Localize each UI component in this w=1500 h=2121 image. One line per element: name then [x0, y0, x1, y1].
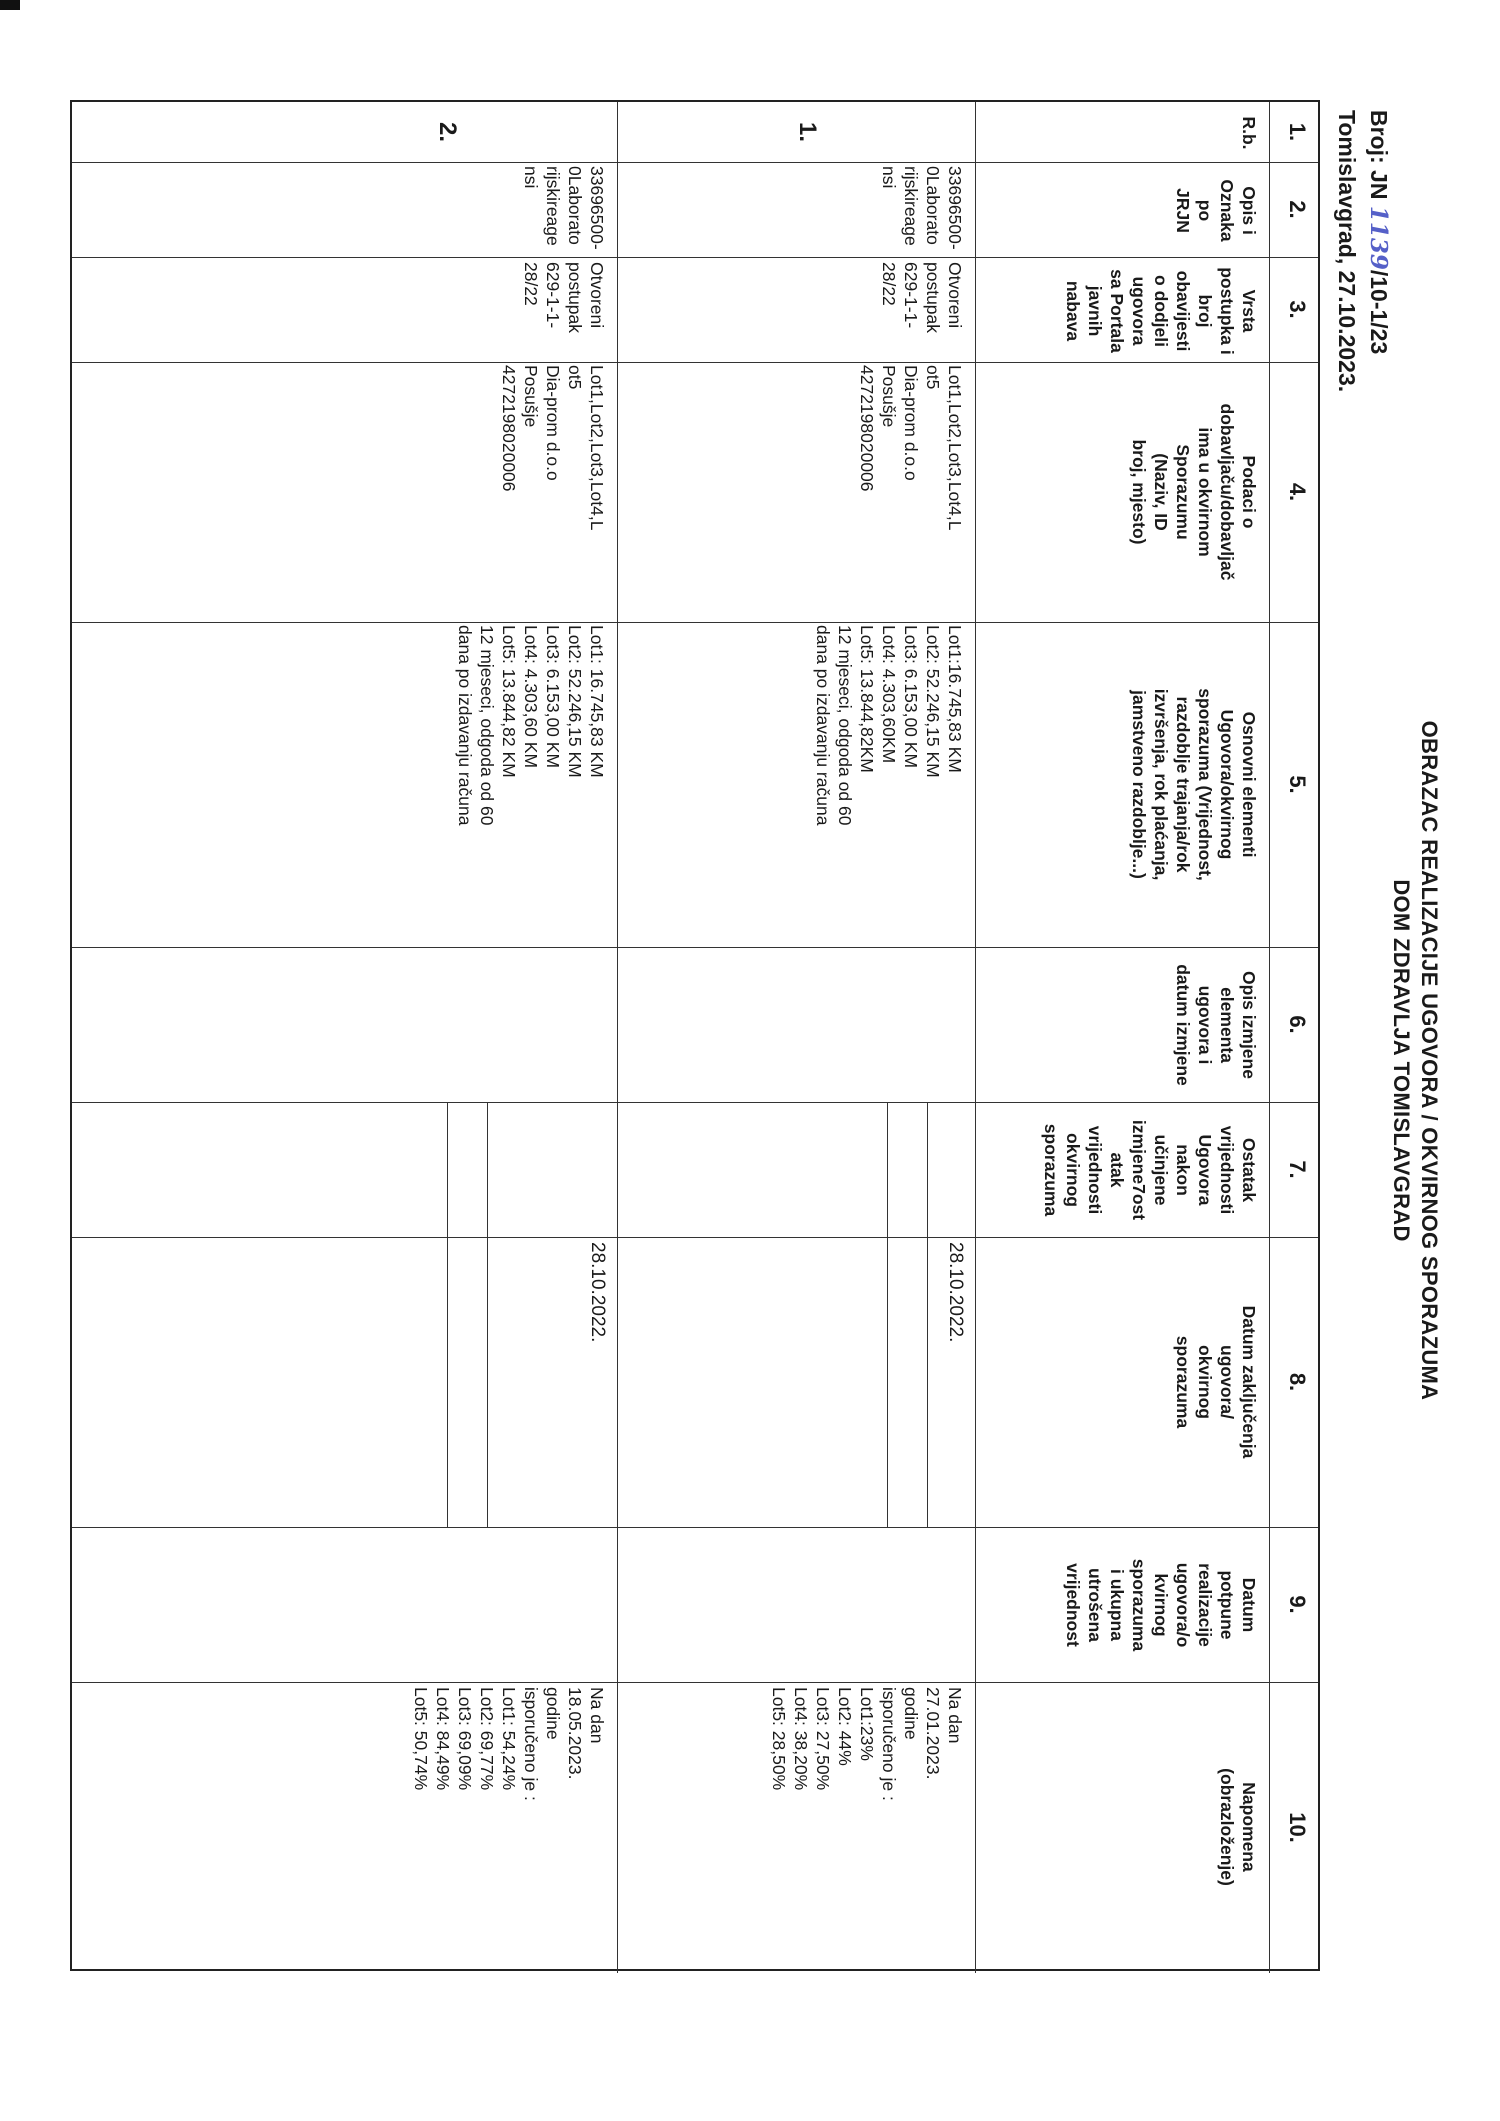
row-line — [1269, 102, 1270, 1973]
header-datum-realizacije: Datum potpune realizacije ugovora/o kvirnog sporazuma i ukupna utrošena vrijednost — [1063, 1558, 1259, 1652]
row-2-dobavljac: Lot1,Lot2,Lot3,Lot4,L ot5 Dia-prom d.o.o Posušje 4272198020006 — [499, 365, 607, 531]
col-line — [72, 362, 1318, 363]
col-line — [72, 1102, 1318, 1103]
subrow-line — [447, 1102, 448, 1527]
row-2-osnovni-elementi: Lot1: 16.745,83 KM Lot2: 52.246,15 KM Lot3: 6.153,00 KM Lot4: 4.303,60 KM Lot5: 13.844,82 KM 12 mjeseci, odgoda od 60 dana po izdavanju računa — [455, 625, 607, 826]
col-number-1: 1. — [1285, 122, 1310, 142]
col-line — [72, 162, 1318, 163]
subrow-line — [927, 1102, 928, 1527]
header-ostatak: Ostatak vrijednosti Ugovora nakon učinjene izmjene7ost atak vrijednosti okvirnog sporazuma — [1041, 1119, 1259, 1221]
reference-number — [1365, 110, 1392, 354]
col-number-2: 2. — [1285, 200, 1310, 219]
handwritten-number: 1139 — [1365, 205, 1392, 270]
row-1-osnovni-elementi: Lot1:16.745,83 KM Lot2: 52.246,15 KM Lot3: 6.153,00 KM Lot4: 4.303,60KM Lot5: 13.844,82KM 12 mjeseci, odgoda od 60 dana po izdavanju računa — [813, 625, 965, 826]
row-2-rb: 2. — [434, 121, 461, 142]
col-number-10: 10. — [1285, 1812, 1310, 1843]
row-1-rb: 1. — [794, 121, 821, 142]
col-line — [72, 622, 1318, 623]
header-osnovni-elementi: Osnovni elementi Ugovora/okvirnog sporazuma (Vrijednost, razdoblje trajanja/rok izvršenja, rok plaćanja, jamstveno razdoblje...) — [1129, 688, 1259, 881]
row-1-opis: 33696500- 0Laborato rijskireage nsi — [879, 166, 965, 250]
header-rb: R.b. — [1239, 116, 1259, 150]
header-vrsta-postupka: Vrsta postupka i broj obavijesti o dodjeli ugovora sa Portala javnih nabava — [1063, 267, 1259, 355]
reference-prefix: Broj: JN — [1366, 110, 1392, 200]
header-opis: Opis i Oznaka po JRJN — [1173, 179, 1259, 242]
document-title: OBRAZAC REALIZACIJE UGOVORA / OKVIRNOG SPORAZUMA — [1417, 720, 1442, 1401]
col-number-4: 4. — [1285, 482, 1310, 502]
place-date: Tomislavgrad, 27.10.2023. — [1334, 110, 1360, 393]
col-number-3: 3. — [1285, 300, 1310, 319]
subrow-line — [887, 1102, 888, 1527]
col-number-6: 6. — [1285, 1015, 1310, 1034]
row-line — [975, 102, 976, 1973]
row-1-postupak: Otvoreni postupak 629-1-1- 28/22 — [879, 262, 965, 334]
col-number-7: 7. — [1285, 1160, 1310, 1179]
row-2-napomena: Na dan 18.05.2023. godine isporučeno je : Lot1: 54,24% Lot2: 69,77% Lot3: 69,09% Lot4: 84,49% Lot5: 50,74% — [411, 1687, 607, 1801]
header-dobavljac: Podaci o dobavljaču/dobavljač ima u okvirnom Sporazumu (Naziv, ID broj, mjesto) — [1129, 403, 1259, 581]
header-opis-izmjene: Opis izmjene elementa ugovora i datum izmjene — [1173, 964, 1259, 1086]
reference-suffix: /10-1/23 — [1366, 269, 1392, 355]
realization-table — [70, 100, 1320, 1971]
col-line — [72, 947, 1318, 948]
header-datum-zakljucenja: Datum zaključenja ugovora/ okvirnog sporazuma — [1173, 1305, 1259, 1459]
subrow-line — [487, 1102, 488, 1527]
col-line — [72, 257, 1318, 258]
row-1-napomena: Na dan 27.01.2023. godine isporučeno je : Lot1:23% Lot2: 44% Lot3: 27,50% Lot4: 38,20% Lot5: 28,50% — [769, 1687, 965, 1801]
col-number-9: 9. — [1285, 1595, 1310, 1614]
col-line — [72, 1237, 1318, 1238]
row-2-datum-zakljucenja: 28.10.2022. — [587, 1242, 608, 1343]
row-2-opis: 33696500- 0Laborato rijskireage nsi — [521, 166, 607, 250]
subrow-line — [975, 1682, 976, 1683]
row-line — [617, 102, 618, 1973]
row-2-postupak: Otvoreni postupak 629-1-1- 28/22 — [521, 262, 607, 334]
row-1-dobavljac: Lot1,Lot2,Lot3,Lot4,L ot5 Dia-prom d.o.o Posušje 4272198020006 — [857, 365, 965, 531]
institution-title: DOM ZDRAVLJA TOMISLAVGRAD — [1389, 879, 1414, 1242]
col-number-8: 8. — [1285, 1372, 1310, 1392]
header-napomena: Napomena (obrazloženje) — [1217, 1768, 1259, 1886]
col-line — [72, 1682, 1318, 1683]
col-line — [72, 1527, 1318, 1528]
row-1-datum-zakljucenja: 28.10.2022. — [945, 1242, 966, 1343]
col-number-5: 5. — [1285, 775, 1310, 794]
